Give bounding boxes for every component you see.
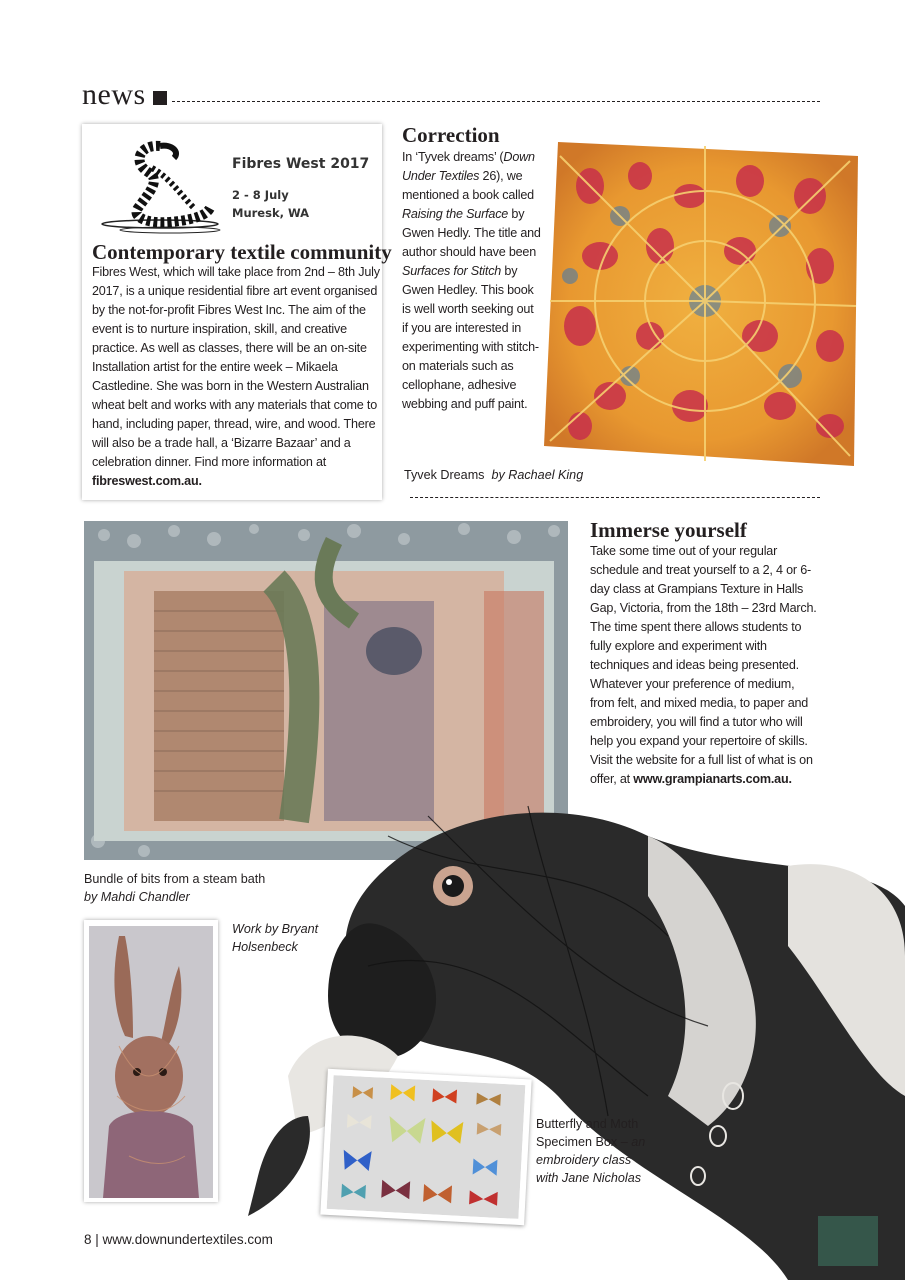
logo-place: Muresk, WA [232, 206, 310, 220]
tyvek-dreams-image [540, 136, 862, 468]
correction-italic-1: Down Under Textiles [402, 150, 535, 183]
correction-heading: Correction [402, 123, 500, 147]
bryant-caption-text: Work by Bryant Holsenbeck [232, 922, 319, 954]
butterfly-specimen-box-image [327, 1075, 526, 1219]
correction-text-1: In ‘Tyvek dreams’ ( [402, 150, 504, 164]
immerse-text: Take some time out of your regular schedule and treat yourself to a 2, 4 or 6-day class at Grampians Texture in Halls Gap, Victoria, from the 18th – 23rd March. The time spent there allows students to fully explore and experiment with techniques and ideas being presented. Whatever your preference of medium, from felt, and mixed media, to paper and embroidery, you will find a tutor who will help you expand your repertoire of skills. Visit the website for a full list of what is on offer, at [590, 544, 817, 786]
correction-text-2: 26), we mentioned a book called [402, 169, 534, 202]
fibreswest-link[interactable]: fibreswest.com.au. [92, 474, 202, 488]
bundle-caption-text: Bundle of bits from a steam bath [84, 872, 266, 886]
correction-text-4: by Gwen Hedley. This book is well worth seeking out if you are interested in experimenting with stitch-on materials such as cellophane, adhesive webbing and puff paint. [402, 264, 539, 411]
logo-title: Fibres West 2017 [232, 156, 370, 172]
tyvek-caption-by: by Rachael King [491, 468, 584, 482]
correction-body [402, 148, 542, 414]
butterfly-caption [536, 1115, 656, 1187]
logo-dates: 2 - 8 July [232, 188, 289, 202]
butterfly-caption-italic: an embroidery class with Jane Nicholas [536, 1135, 646, 1185]
correction-text-3: by Gwen Hedly. The title and author should have been [402, 207, 541, 259]
bundle-caption-by: by Mahdi Chandler [84, 890, 190, 904]
immerse-heading: Immerse yourself [590, 518, 747, 542]
hare-sculpture-image [89, 926, 213, 1198]
section-title: news [82, 78, 146, 111]
contemporary-body [92, 263, 380, 491]
grampianarts-link[interactable]: www.grampianarts.com.au. [633, 772, 792, 786]
correction-italic-2: Raising the Surface [402, 207, 509, 221]
contemporary-heading: Contemporary textile community [92, 240, 392, 264]
tyvek-caption [404, 466, 583, 484]
section-header [82, 78, 167, 112]
dashed-rule-2 [410, 497, 820, 498]
correction-italic-3: Surfaces for Stitch [402, 264, 502, 278]
tyvek-caption-title: Tyvek Dreams [404, 468, 485, 482]
bryant-caption [232, 920, 342, 956]
swan-logo-icon [100, 138, 360, 238]
dashed-rule [172, 101, 820, 102]
page-footer: 8 | www.downundertextiles.com [84, 1232, 273, 1247]
square-bullet-icon [153, 91, 167, 105]
butterfly-caption-text: Butterfly and Moth Specimen Box – [536, 1117, 639, 1149]
contemporary-text: Fibres West, which will take place from 2nd – 8th July 2017, is a unique residential fibre art event organised by the not-for-profit Fibres West Inc. The aim of the event is to nurture inspiration, skill, and creative practice. As well as classes, there will be an on-site Installation artist for the entire week – Mikaela Castledine. She was born in the Western Australian wheat belt and works with any materials that come to hand, including paper, thread, wire, and wood. There will also be a trade hall, a ‘Bizarre Bazaar’ and a celebration dinner. Find more information at [92, 265, 380, 469]
immerse-body [590, 542, 822, 789]
butterfly-image-frame [320, 1069, 531, 1225]
